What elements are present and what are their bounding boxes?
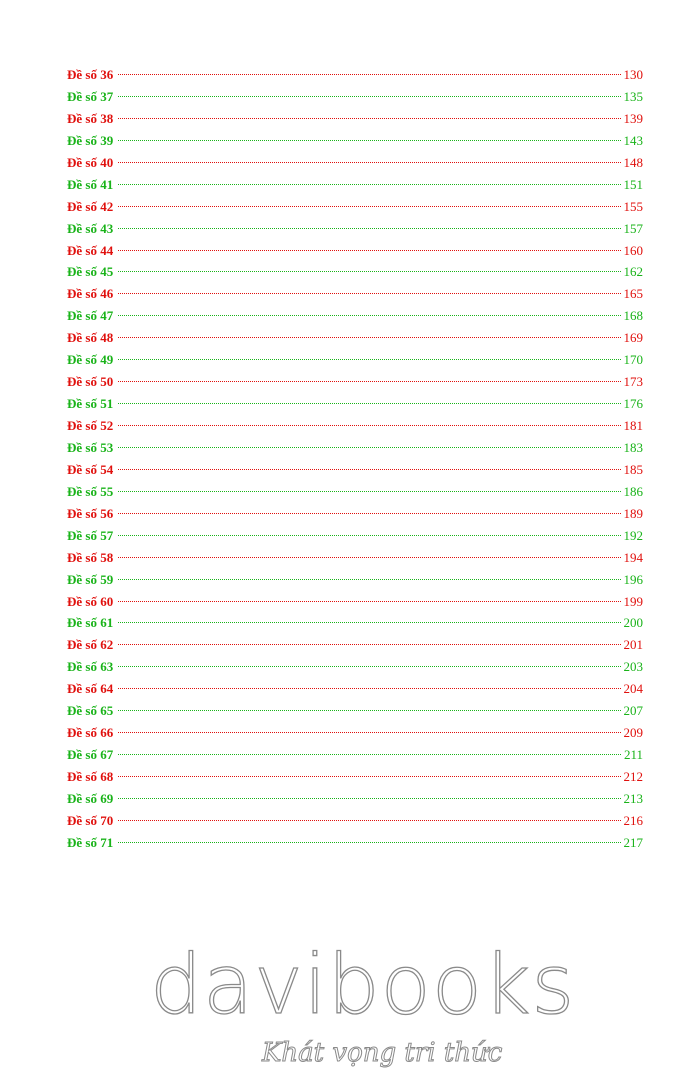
toc-entry-page-number: 196 — [623, 571, 643, 587]
toc-entry-label: Đề số 55 — [67, 483, 114, 499]
toc-entry[interactable] — [67, 349, 643, 371]
toc-entry[interactable] — [67, 591, 643, 613]
toc-entry-page-number: 217 — [623, 834, 643, 850]
toc-dot-leader — [118, 622, 620, 623]
toc-entry[interactable] — [67, 722, 643, 744]
toc-entry-label: Đề số 60 — [67, 593, 114, 609]
toc-entry-page-number: 186 — [623, 483, 643, 499]
toc-dot-leader — [118, 557, 620, 558]
toc-entry-page-number: 212 — [623, 769, 643, 784]
toc-entry-label: Đề số 44 — [67, 242, 114, 258]
toc-entry[interactable] — [67, 503, 643, 525]
toc-entry-label: Đề số 49 — [67, 352, 114, 368]
toc-entry[interactable] — [67, 327, 643, 349]
toc-entry-page-number: 162 — [623, 264, 643, 280]
toc-entry[interactable] — [67, 130, 643, 152]
toc-entry[interactable] — [67, 371, 643, 393]
toc-dot-leader — [118, 798, 620, 799]
toc-entry[interactable] — [67, 196, 643, 218]
toc-dot-leader — [118, 250, 620, 251]
toc-dot-leader — [118, 271, 620, 272]
toc-entry-page-number: 209 — [623, 725, 643, 741]
toc-entry[interactable] — [67, 612, 643, 634]
toc-entry-page-number: 192 — [623, 527, 643, 543]
toc-entry-label: Đề số 67 — [67, 747, 114, 763]
toc-entry-page-number: 216 — [623, 812, 643, 828]
toc-entry-label: Đề số 37 — [67, 88, 114, 104]
toc-entry-label: Đề số 64 — [67, 681, 114, 697]
toc-dot-leader — [118, 820, 620, 821]
toc-dot-leader — [118, 710, 620, 711]
toc-dot-leader — [118, 403, 620, 404]
toc-dot-leader — [118, 754, 621, 755]
toc-entry-page-number: 176 — [623, 396, 643, 412]
toc-entry-label: Đề số 42 — [67, 198, 114, 214]
toc-entry-page-number: 160 — [623, 242, 643, 258]
toc-dot-leader — [118, 337, 620, 338]
toc-dot-leader — [118, 491, 620, 492]
toc-entry-label: Đề số 62 — [67, 637, 114, 653]
toc-entry-label: Đề số 66 — [67, 725, 114, 741]
davibooks-tagline: Khát vọng tri thức — [262, 1038, 503, 1068]
toc-dot-leader — [118, 359, 620, 360]
toc-entry-label: Đề số 36 — [67, 67, 114, 82]
toc-dot-leader — [118, 776, 620, 777]
toc-entry-page-number: 203 — [623, 659, 643, 675]
toc-entry[interactable] — [67, 240, 643, 262]
toc-entry-page-number: 173 — [623, 374, 643, 390]
toc-entry[interactable] — [67, 569, 643, 591]
toc-dot-leader — [118, 315, 620, 316]
toc-entry[interactable] — [67, 481, 643, 503]
toc-entry[interactable] — [67, 700, 643, 722]
toc-entry-page-number: 181 — [623, 418, 643, 433]
davibooks-logo-text: davibooks — [150, 938, 576, 1033]
toc-entry[interactable] — [67, 525, 643, 547]
table-of-contents — [67, 64, 643, 854]
toc-dot-leader — [118, 469, 620, 470]
toc-dot-leader — [118, 184, 620, 185]
toc-entry-page-number: 199 — [623, 593, 643, 609]
toc-entry-label: Đề số 50 — [67, 374, 114, 390]
toc-entry[interactable] — [67, 283, 643, 305]
toc-entry-label: Đề số 39 — [67, 132, 114, 148]
toc-entry-page-number: 211 — [623, 747, 643, 763]
toc-entry[interactable] — [67, 218, 643, 240]
toc-entry[interactable] — [67, 547, 643, 569]
toc-entry-page-number: 143 — [623, 132, 643, 148]
toc-dot-leader — [118, 579, 620, 580]
toc-entry[interactable] — [67, 305, 643, 327]
toc-entry-page-number: 151 — [623, 176, 643, 192]
toc-entry[interactable] — [67, 832, 643, 854]
toc-entry-label: Đề số 56 — [67, 505, 114, 521]
toc-dot-leader — [118, 381, 620, 382]
toc-entry[interactable] — [67, 437, 643, 459]
toc-dot-leader — [118, 842, 620, 843]
toc-entry-page-number: 189 — [623, 505, 643, 521]
toc-entry-page-number: 183 — [623, 439, 643, 455]
toc-dot-leader — [118, 732, 620, 733]
toc-entry[interactable] — [67, 152, 643, 174]
toc-entry-page-number: 168 — [623, 308, 643, 324]
toc-entry-label: Đề số 45 — [67, 264, 114, 280]
toc-dot-leader — [118, 513, 620, 514]
toc-entry-page-number: 165 — [623, 286, 643, 302]
toc-entry[interactable] — [67, 810, 643, 832]
toc-entry[interactable] — [67, 174, 643, 196]
toc-entry[interactable] — [67, 656, 643, 678]
toc-entry-label: Đề số 47 — [67, 308, 114, 324]
toc-entry[interactable] — [67, 766, 643, 788]
toc-entry-label: Đề số 51 — [67, 396, 114, 412]
toc-entry[interactable] — [67, 788, 643, 810]
toc-entry-label: Đề số 59 — [67, 571, 114, 587]
toc-dot-leader — [118, 688, 620, 689]
toc-entry-label: Đề số 70 — [67, 812, 114, 828]
toc-entry-label: Đề số 63 — [67, 659, 114, 675]
toc-entry-label: Đề số 53 — [67, 439, 114, 455]
toc-entry[interactable] — [67, 415, 643, 437]
toc-dot-leader — [118, 666, 620, 667]
toc-entry-page-number: 148 — [623, 154, 643, 170]
toc-entry-label: Đề số 41 — [67, 176, 114, 192]
toc-entry-page-number: 213 — [623, 790, 643, 806]
toc-dot-leader — [118, 74, 620, 75]
toc-entry-label: Đề số 54 — [67, 461, 114, 477]
toc-entry-page-number: 194 — [623, 549, 643, 565]
toc-entry-label: Đề số 48 — [67, 330, 114, 346]
toc-entry-label: Đề số 71 — [67, 834, 114, 850]
toc-dot-leader — [118, 293, 620, 294]
toc-dot-leader — [118, 535, 620, 536]
toc-entry-label: Đề số 43 — [67, 220, 114, 236]
toc-dot-leader — [118, 228, 620, 229]
toc-entry[interactable] — [67, 744, 643, 766]
toc-entry-label: Đề số 57 — [67, 527, 114, 543]
toc-entry-page-number: 130 — [623, 67, 643, 82]
toc-entry-page-number: 207 — [623, 703, 643, 719]
toc-entry-label: Đề số 52 — [67, 418, 114, 433]
toc-entry-page-number: 201 — [623, 637, 643, 653]
toc-entry-label: Đề số 40 — [67, 154, 114, 170]
toc-entry[interactable] — [67, 393, 643, 415]
toc-entry[interactable] — [67, 261, 643, 283]
toc-entry[interactable] — [67, 108, 643, 130]
toc-entry[interactable] — [67, 459, 643, 481]
toc-entry-label: Đề số 69 — [67, 790, 114, 806]
toc-dot-leader — [118, 206, 620, 207]
toc-dot-leader — [118, 96, 620, 97]
toc-entry-page-number: 200 — [623, 615, 643, 631]
toc-dot-leader — [118, 447, 620, 448]
toc-entry-label: Đề số 38 — [67, 110, 114, 126]
toc-entry-page-number: 204 — [623, 681, 643, 697]
toc-entry-page-number: 155 — [623, 198, 643, 214]
toc-entry-page-number: 135 — [623, 88, 643, 104]
toc-entry-label: Đề số 61 — [67, 615, 114, 631]
toc-entry-page-number: 139 — [623, 110, 643, 126]
toc-dot-leader — [118, 118, 620, 119]
toc-entry-page-number: 169 — [623, 330, 643, 346]
toc-entry-page-number: 170 — [623, 352, 643, 368]
toc-entry-page-number: 185 — [623, 461, 643, 477]
toc-entry-label: Đề số 65 — [67, 703, 114, 719]
toc-entry[interactable] — [67, 64, 643, 86]
toc-entry[interactable] — [67, 634, 643, 656]
toc-dot-leader — [118, 601, 620, 602]
toc-dot-leader — [118, 162, 620, 163]
toc-entry[interactable] — [67, 86, 643, 108]
toc-entry-label: Đề số 68 — [67, 769, 114, 784]
toc-dot-leader — [118, 644, 620, 645]
toc-dot-leader — [118, 140, 620, 141]
toc-entry-page-number: 157 — [623, 220, 643, 236]
toc-entry-label: Đề số 46 — [67, 286, 114, 302]
toc-dot-leader — [118, 425, 620, 426]
toc-entry-label: Đề số 58 — [67, 549, 114, 565]
toc-entry[interactable] — [67, 678, 643, 700]
